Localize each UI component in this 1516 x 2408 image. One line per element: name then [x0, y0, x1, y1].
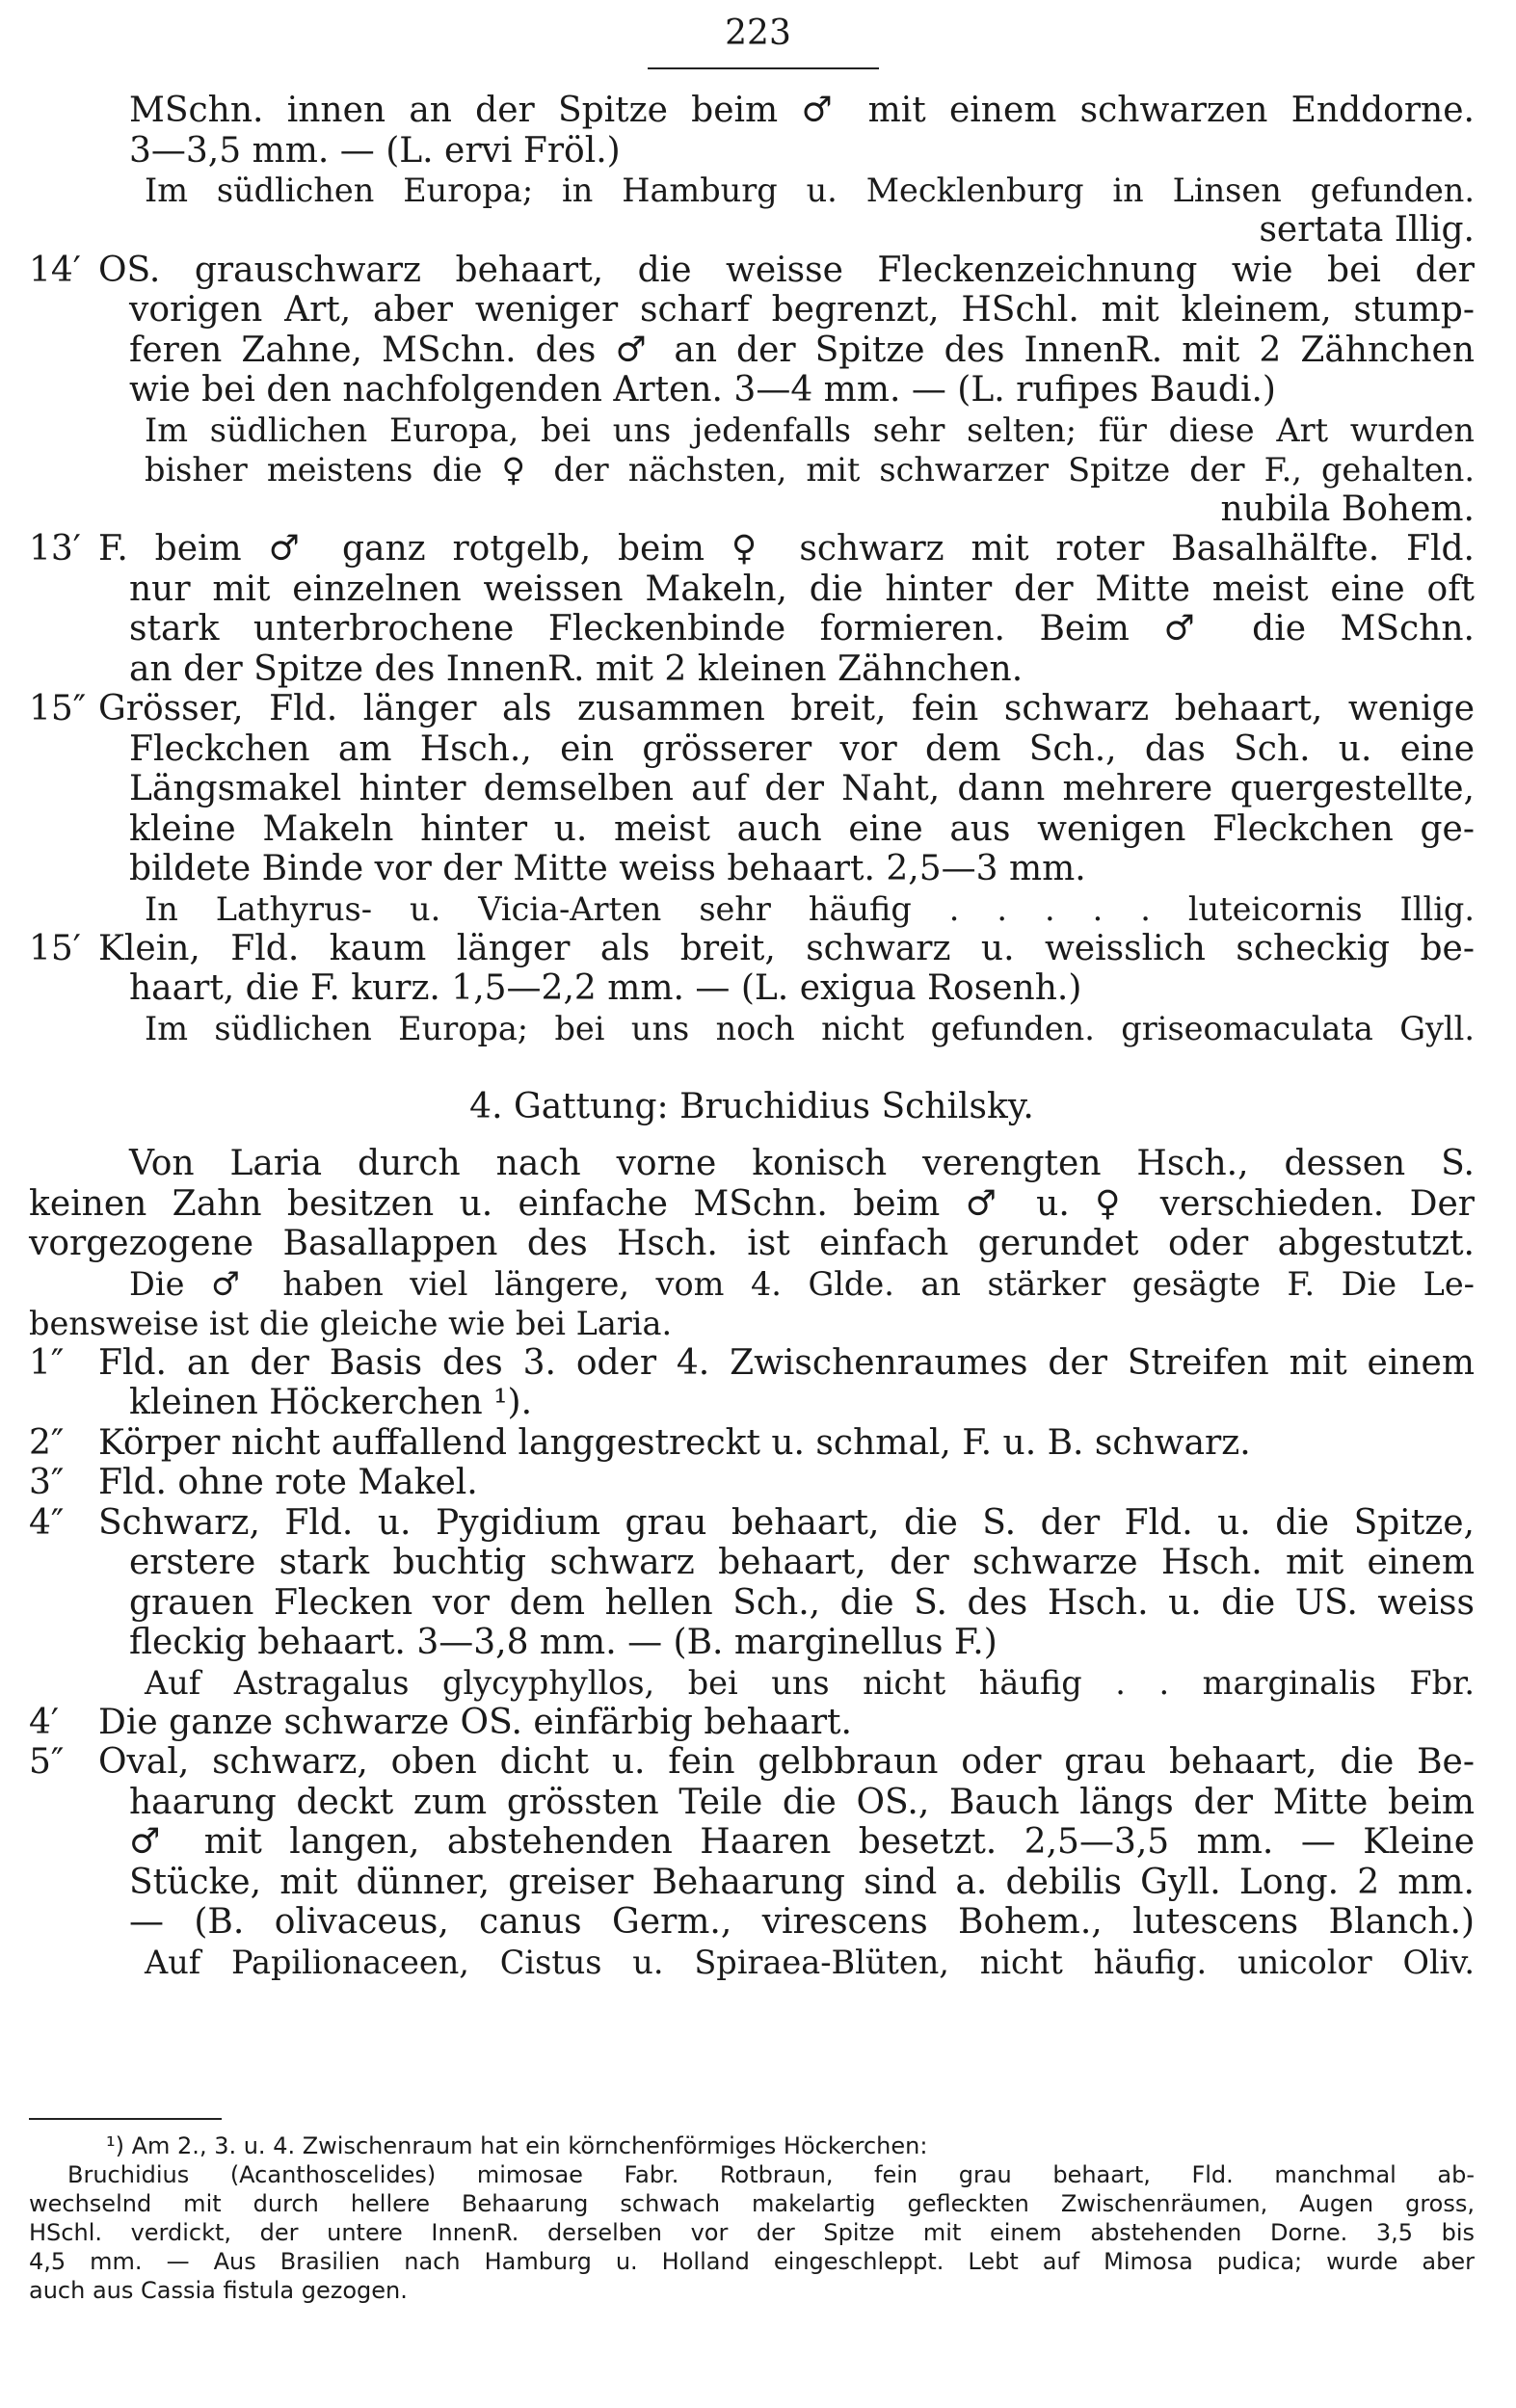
key-number: 14′ [29, 250, 81, 290]
footnote-line: wechselnd mit durch hellere Behaarung schwach makelartig gefleckten Zwischenräumen, Augen gross, [29, 2190, 1475, 2217]
line-text: Auf Astragalus glycyphyllos, bei uns nicht häufig . . marginalis Fbr. [145, 1663, 1475, 1702]
text-line [29, 410, 1475, 450]
line-text: Im südlichen Europa; in Hamburg u. Mecklenburg in Linsen gefunden. [145, 172, 1475, 209]
text-line [29, 1264, 1475, 1304]
key-number: 1″ [29, 1342, 65, 1383]
line-text: — (B. olivaceus, canus Germ., virescens Bohem., lutescens Blanch.) [129, 1902, 1475, 1942]
text-line [29, 849, 1475, 889]
line-text: Fld. ohne rote Makel. [98, 1463, 478, 1502]
text-line [29, 490, 1475, 530]
line-text: Grösser, Fld. länger als zusammen breit, fein schwarz behaart, wenige [98, 689, 1475, 728]
text-line [29, 1463, 1475, 1503]
line-text: sertata Illig. [1259, 210, 1475, 250]
line-text: Auf Papilionaceen, Cistus u. Spiraea-Blüten, nicht häufig. unicolor Oliv. [145, 1943, 1475, 1981]
line-text: Fld. an der Basis des 3. oder 4. Zwischenraumes der Streifen mit einem [98, 1342, 1475, 1383]
text-line [29, 131, 1475, 172]
text-line [29, 769, 1475, 809]
text-line [29, 1503, 1475, 1544]
footnote-rule [29, 2118, 222, 2120]
key-number: 4′ [29, 1702, 60, 1742]
line-text: Die ♂ haben viel längere, vom 4. Glde. an stärker gesägte F. Die Le- [129, 1264, 1475, 1303]
text-line [29, 1703, 1475, 1743]
line-text: MSchn. innen an der Spitze beim ♂ mit einem schwarzen Enddorne. [129, 91, 1475, 130]
footnote-line: 4,5 mm. — Aus Brasilien nach Hamburg u. Holland eingeschleppt. Lebt auf Mimosa pudica; wurde aber [29, 2248, 1475, 2275]
line-text: erstere stark buchtig schwarz behaart, der schwarze Hsch. mit einem [129, 1543, 1475, 1582]
line-text: Klein, Fld. kaum länger als breit, schwarz u. weisslich scheckig be- [98, 928, 1475, 968]
key-number: 4″ [29, 1502, 65, 1543]
text-line [29, 1224, 1475, 1264]
key-number: 15″ [29, 689, 87, 728]
footnote-line: HSchl. verdickt, der untere InnenR. derselben vor der Spitze mit einem abstehenden Dorne. 3,5 bis [29, 2219, 1475, 2246]
text-line [29, 1543, 1475, 1583]
line-text: ♂ mit langen, abstehenden Haaren besetzt. 2,5—3,5 mm. — Kleine [129, 1822, 1475, 1862]
line-text: 4. Gattung: Bruchidius Schilsky. [469, 1086, 1034, 1126]
line-text: nur mit einzelnen weissen Makeln, die hinter der Mitte meist eine oft [129, 569, 1475, 609]
line-text: Schwarz, Fld. u. Pygidium grau behaart, die S. der Fld. u. die Spitze, [98, 1502, 1475, 1543]
line-text: vorgezogene Basallappen des Hsch. ist einfach gerundet oder abgestutzt. [29, 1224, 1475, 1263]
key-number: 5″ [29, 1742, 65, 1782]
text-line [29, 91, 1475, 131]
text-line [29, 689, 1475, 729]
line-text: bisher meistens die ♀ der nächsten, mit schwarzer Spitze der F., gehalten. [145, 450, 1475, 489]
line-text: Von Laria durch nach vorne konisch verengten Hsch., dessen S. [129, 1144, 1475, 1183]
text-line [29, 729, 1475, 770]
line-text: Stücke, mit dünner, greiser Behaarung sind a. debilis Gyll. Long. 2 mm. [129, 1862, 1475, 1902]
line-text: grauen Flecken vor dem hellen Sch., die S. des Hsch. u. die US. weiss [129, 1582, 1475, 1623]
line-text: vorigen Art, aber weniger scharf begrenzt, HSchl. mit kleinem, stump- [129, 290, 1475, 330]
text-line [29, 1423, 1475, 1464]
text-line [29, 968, 1475, 1009]
text-line [29, 1623, 1475, 1663]
line-text: stark unterbrochene Fleckenbinde formieren. Beim ♂ die MSchn. [129, 609, 1475, 648]
text-line [29, 1742, 1475, 1783]
line-text: bildete Binde vor der Mitte weiss behaart. 2,5—3 mm. [129, 849, 1086, 888]
text-line [29, 889, 1475, 929]
line-text: Körper nicht auffallend langgestreckt u. schmal, F. u. B. schwarz. [98, 1422, 1251, 1463]
text-line [29, 649, 1475, 690]
line-text: F. beim ♂ ganz rotgelb, beim ♀ schwarz mit roter Basalhälfte. Fld. [98, 529, 1475, 569]
text-line [29, 450, 1475, 490]
text-line [29, 171, 1475, 210]
line-text: nubila Bohem. [1220, 489, 1475, 529]
main-text [29, 91, 1475, 1982]
line-text: kleine Makeln hinter u. meist auch eine aus wenigen Fleckchen ge- [129, 808, 1475, 849]
text-line [29, 331, 1475, 371]
text-line [29, 1087, 1475, 1127]
text-line [29, 1144, 1475, 1184]
text-line [29, 1863, 1475, 1903]
line-text: Fleckchen am Hsch., ein grösserer vor dem Sch., das Sch. u. eine [129, 728, 1475, 769]
text-line [29, 809, 1475, 850]
line-text: wie bei den nachfolgenden Arten. 3—4 mm. — (L. rufipes Baudi.) [129, 370, 1276, 410]
key-number: 3″ [29, 1463, 65, 1502]
text-line [29, 609, 1475, 649]
line-text: Die ganze schwarze OS. einfärbig behaart. [98, 1702, 852, 1742]
text-line [29, 1783, 1475, 1823]
text-line [29, 210, 1475, 251]
text-line [29, 251, 1475, 291]
text-line [29, 1902, 1475, 1943]
text-line [29, 1009, 1475, 1048]
text-line [29, 370, 1475, 410]
key-number: 15′ [29, 928, 81, 968]
header-rule [648, 67, 879, 69]
text-line [29, 569, 1475, 610]
line-text: Im südlichen Europa, bei uns jedenfalls sehr selten; für diese Art wurden [145, 410, 1475, 449]
key-number: 2″ [29, 1422, 65, 1463]
line-text: keinen Zahn besitzen u. einfache MSchn. beim ♂ u. ♀ verschieden. Der [29, 1183, 1475, 1224]
line-text: kleinen Höckerchen ¹). [129, 1383, 533, 1422]
line-text: OS. grauschwarz behaart, die weisse Fleckenzeichnung wie bei der [98, 250, 1475, 290]
line-text: Längsmakel hinter demselben auf der Naht, dann mehrere quergestellte, [129, 769, 1475, 808]
text-line [29, 1583, 1475, 1624]
text-line [29, 1343, 1475, 1384]
line-text: Im südlichen Europa; bei uns noch nicht gefunden. griseomaculata Gyll. [145, 1009, 1475, 1047]
text-line [29, 529, 1475, 569]
line-text: haarung deckt zum grössten Teile die OS., Bauch längs der Mitte beim [129, 1782, 1475, 1822]
line-text: In Lathyrus- u. Vicia-Arten sehr häufig . . . . . luteicornis Illig. [145, 889, 1475, 928]
line-text: fleckig behaart. 3—3,8 mm. — (B. marginellus F.) [129, 1623, 997, 1662]
footnote-line: Bruchidius (Acanthoscelides) mimosae Fabr. Rotbraun, fein grau behaart, Fld. manchmal ab- [67, 2161, 1475, 2188]
text-line [29, 1304, 1475, 1343]
footnote-line: auch aus Cassia fistula gezogen. [29, 2277, 408, 2304]
text-line [29, 1184, 1475, 1225]
line-text: Oval, schwarz, oben dicht u. fein gelbbraun oder grau behaart, die Be- [98, 1742, 1475, 1782]
line-text: haart, die F. kurz. 1,5—2,2 mm. — (L. exigua Rosenh.) [129, 968, 1082, 1008]
text-line [29, 1943, 1475, 1982]
footnote [29, 2131, 1475, 2305]
line-text: 3—3,5 mm. — (L. ervi Fröl.) [129, 130, 621, 171]
text-line [29, 929, 1475, 969]
text-line [29, 1663, 1475, 1703]
line-text: bensweise ist die gleiche wie bei Laria. [29, 1304, 673, 1342]
text-line [29, 1822, 1475, 1863]
footnote-line: ¹) Am 2., 3. u. 4. Zwischenraum hat ein körnchenförmiges Höckerchen: [106, 2132, 928, 2159]
text-line [29, 290, 1475, 331]
key-number: 13′ [29, 529, 81, 569]
line-text: an der Spitze des InnenR. mit 2 kleinen Zähnchen. [129, 648, 1024, 689]
page-number: 223 [725, 13, 791, 53]
line-text: feren Zahne, MSchn. des ♂ an der Spitze des InnenR. mit 2 Zähnchen [129, 330, 1475, 370]
text-line [29, 1383, 1475, 1423]
